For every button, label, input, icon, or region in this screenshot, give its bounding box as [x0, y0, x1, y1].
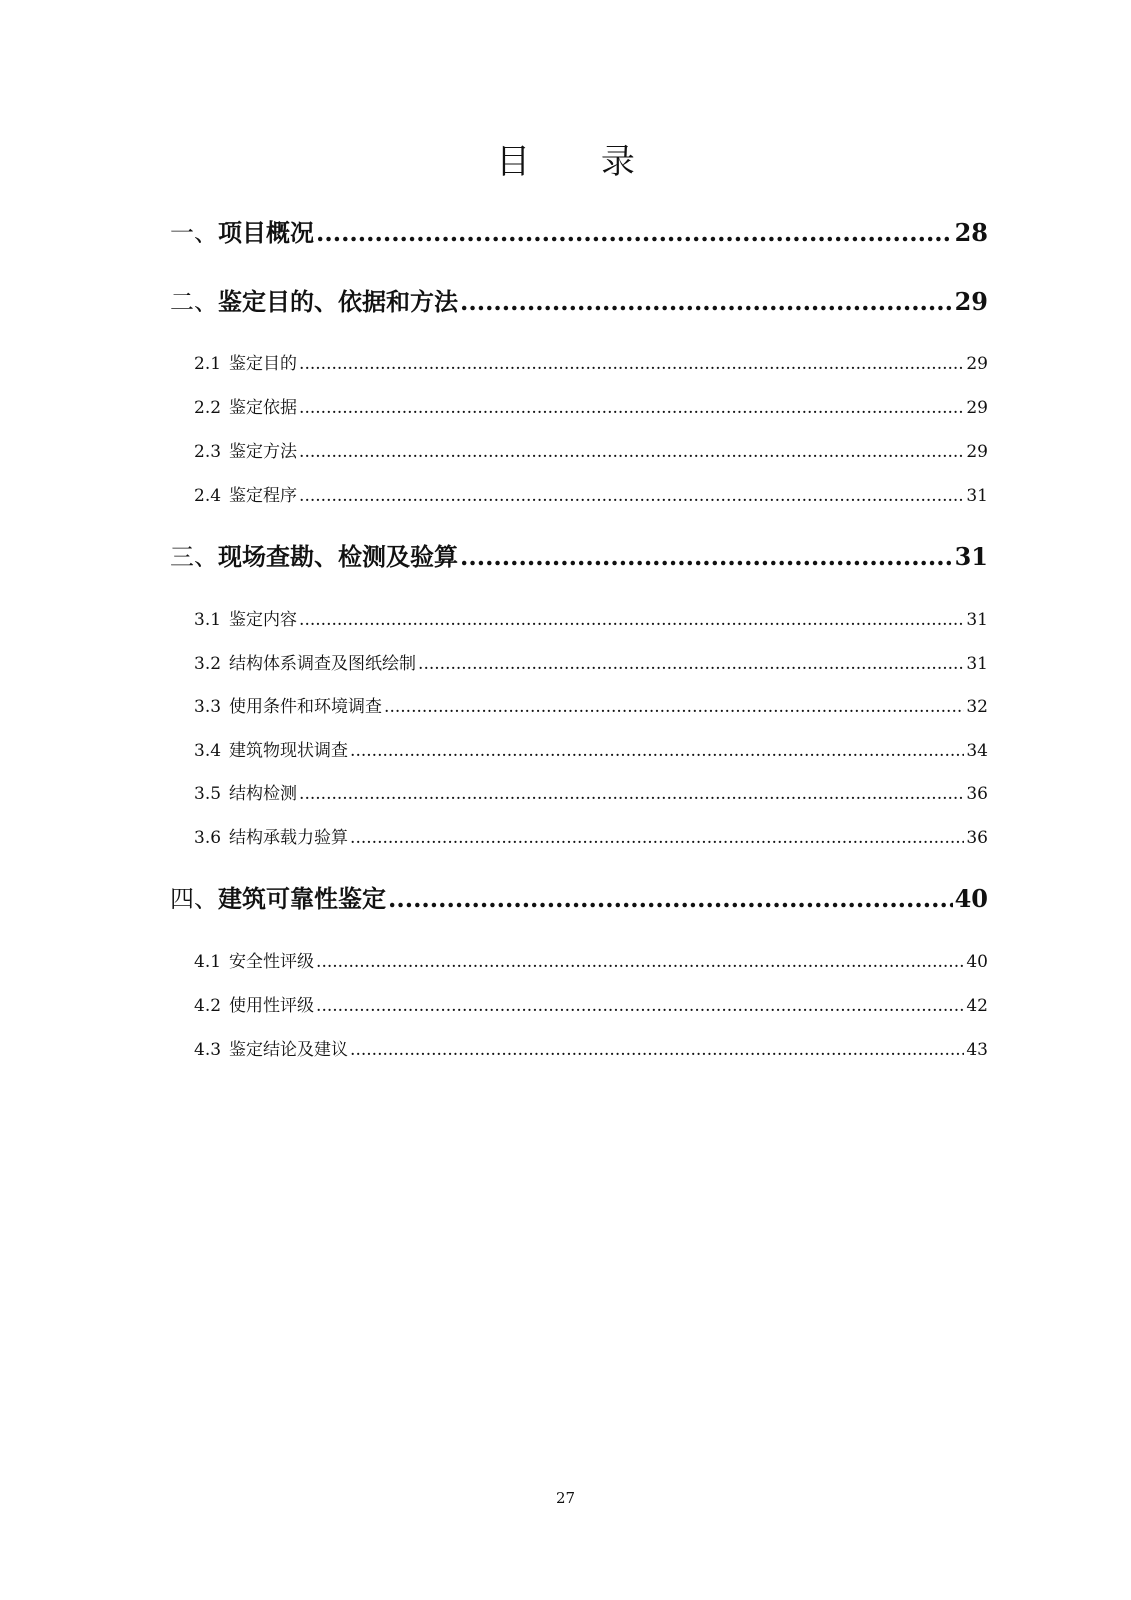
toc-subsection-3-1[interactable] [194, 608, 988, 632]
toc-subsection-number: 3.3 [194, 697, 222, 717]
toc-section-title: 鉴定目的、依据和方法 [218, 287, 458, 316]
toc-section-number: 四、 [170, 885, 218, 913]
toc-dot-leader [299, 782, 964, 806]
footer-page-number: 27 [555, 1489, 576, 1507]
toc-section-title: 现场查勘、检测及验算 [218, 542, 458, 571]
toc-subsection-title: 使用性评级 [229, 996, 315, 1016]
toc-subsection-title: 结构承载力验算 [229, 828, 349, 848]
toc-section-page: 28 [954, 218, 988, 247]
toc-section-1[interactable] [170, 217, 988, 249]
toc-subsection-page: 29 [966, 354, 988, 374]
toc-subsection-number: 4.3 [194, 1040, 222, 1060]
toc-subsection-4-3[interactable] [194, 1038, 988, 1062]
toc-dot-leader [350, 739, 964, 763]
toc-subsection-4-1[interactable] [194, 950, 988, 974]
toc-subsection-3-2[interactable] [194, 652, 988, 676]
toc-subsection-4-2[interactable] [194, 994, 988, 1018]
toc-section-3[interactable] [170, 541, 988, 573]
toc-subsection-number: 2.3 [194, 442, 222, 462]
toc-section-page: 40 [954, 884, 988, 913]
toc-subsection-title: 结构体系调查及图纸绘制 [229, 654, 417, 674]
toc-subsection-number: 2.1 [194, 354, 222, 374]
toc-subsection-3-5[interactable] [194, 782, 988, 806]
toc-subsection-3-4[interactable] [194, 739, 988, 763]
toc-subsection-page: 32 [966, 697, 988, 717]
toc-dot-leader [299, 440, 964, 464]
toc-subsection-page: 34 [966, 741, 988, 761]
toc-section-number: 二、 [170, 288, 218, 316]
toc-subsection-title: 鉴定依据 [229, 398, 298, 418]
toc-subsection-2-4[interactable] [194, 484, 988, 508]
toc-section-title: 建筑可靠性鉴定 [218, 884, 386, 913]
toc-subsection-2-2[interactable] [194, 396, 988, 420]
toc-dot-leader [299, 352, 964, 376]
toc-subsection-page: 40 [966, 952, 988, 972]
toc-section-page: 31 [954, 542, 988, 571]
toc-subsection-number: 3.5 [194, 784, 222, 804]
toc-subsection-title: 鉴定内容 [229, 610, 298, 630]
toc-section-page: 29 [954, 287, 988, 316]
toc-dot-leader [316, 217, 953, 249]
toc-subsection-number: 3.6 [194, 828, 222, 848]
page-title: 目 录 [496, 142, 665, 182]
toc-subsection-number: 3.1 [194, 610, 222, 630]
toc-dot-leader [350, 1038, 964, 1062]
toc-subsection-3-6[interactable] [194, 826, 988, 850]
toc-subsection-number: 4.1 [194, 952, 222, 972]
toc-dot-leader [299, 484, 964, 508]
toc-dot-leader [418, 652, 964, 676]
toc-subsection-title: 鉴定方法 [229, 442, 298, 462]
toc-subsection-number: 2.2 [194, 398, 222, 418]
toc-subsection-number: 3.2 [194, 654, 222, 674]
toc-section-number: 三、 [170, 543, 218, 571]
toc-subsection-number: 2.4 [194, 486, 222, 506]
toc-dot-leader [460, 286, 953, 318]
toc-subsection-page: 31 [966, 486, 988, 506]
toc-subsection-2-3[interactable] [194, 440, 988, 464]
toc-subsection-page: 31 [966, 654, 988, 674]
toc-subsection-2-1[interactable] [194, 352, 988, 376]
toc-section-4[interactable] [170, 883, 988, 915]
toc-subsection-number: 3.4 [194, 741, 222, 761]
toc-dot-leader [384, 695, 964, 719]
toc-dot-leader [316, 994, 964, 1018]
toc-dot-leader [350, 826, 964, 850]
toc-subsection-title: 鉴定结论及建议 [229, 1040, 349, 1060]
toc-subsection-title: 鉴定程序 [229, 486, 298, 506]
toc-subsection-page: 29 [966, 398, 988, 418]
toc-subsection-title: 使用条件和环境调查 [229, 697, 383, 717]
toc-subsection-title: 建筑物现状调查 [229, 741, 349, 761]
toc-section-number: 一、 [170, 219, 218, 247]
toc-dot-leader [299, 396, 964, 420]
toc-subsection-page: 36 [966, 828, 988, 848]
toc-dot-leader [388, 883, 953, 915]
toc-dot-leader [460, 541, 953, 573]
toc-subsection-title: 安全性评级 [229, 952, 315, 972]
toc-subsection-number: 4.2 [194, 996, 222, 1016]
toc-subsection-3-3[interactable] [194, 695, 988, 719]
toc-subsection-page: 42 [966, 996, 988, 1016]
toc-subsection-page: 29 [966, 442, 988, 462]
toc-subsection-title: 鉴定目的 [229, 354, 298, 374]
toc-dot-leader [316, 950, 964, 974]
toc-section-2[interactable] [170, 286, 988, 318]
toc-subsection-page: 36 [966, 784, 988, 804]
toc-dot-leader [299, 608, 964, 632]
toc-section-title: 项目概况 [218, 218, 314, 247]
toc-subsection-title: 结构检测 [229, 784, 298, 804]
toc-subsection-page: 31 [966, 610, 988, 630]
toc-subsection-page: 43 [966, 1040, 988, 1060]
